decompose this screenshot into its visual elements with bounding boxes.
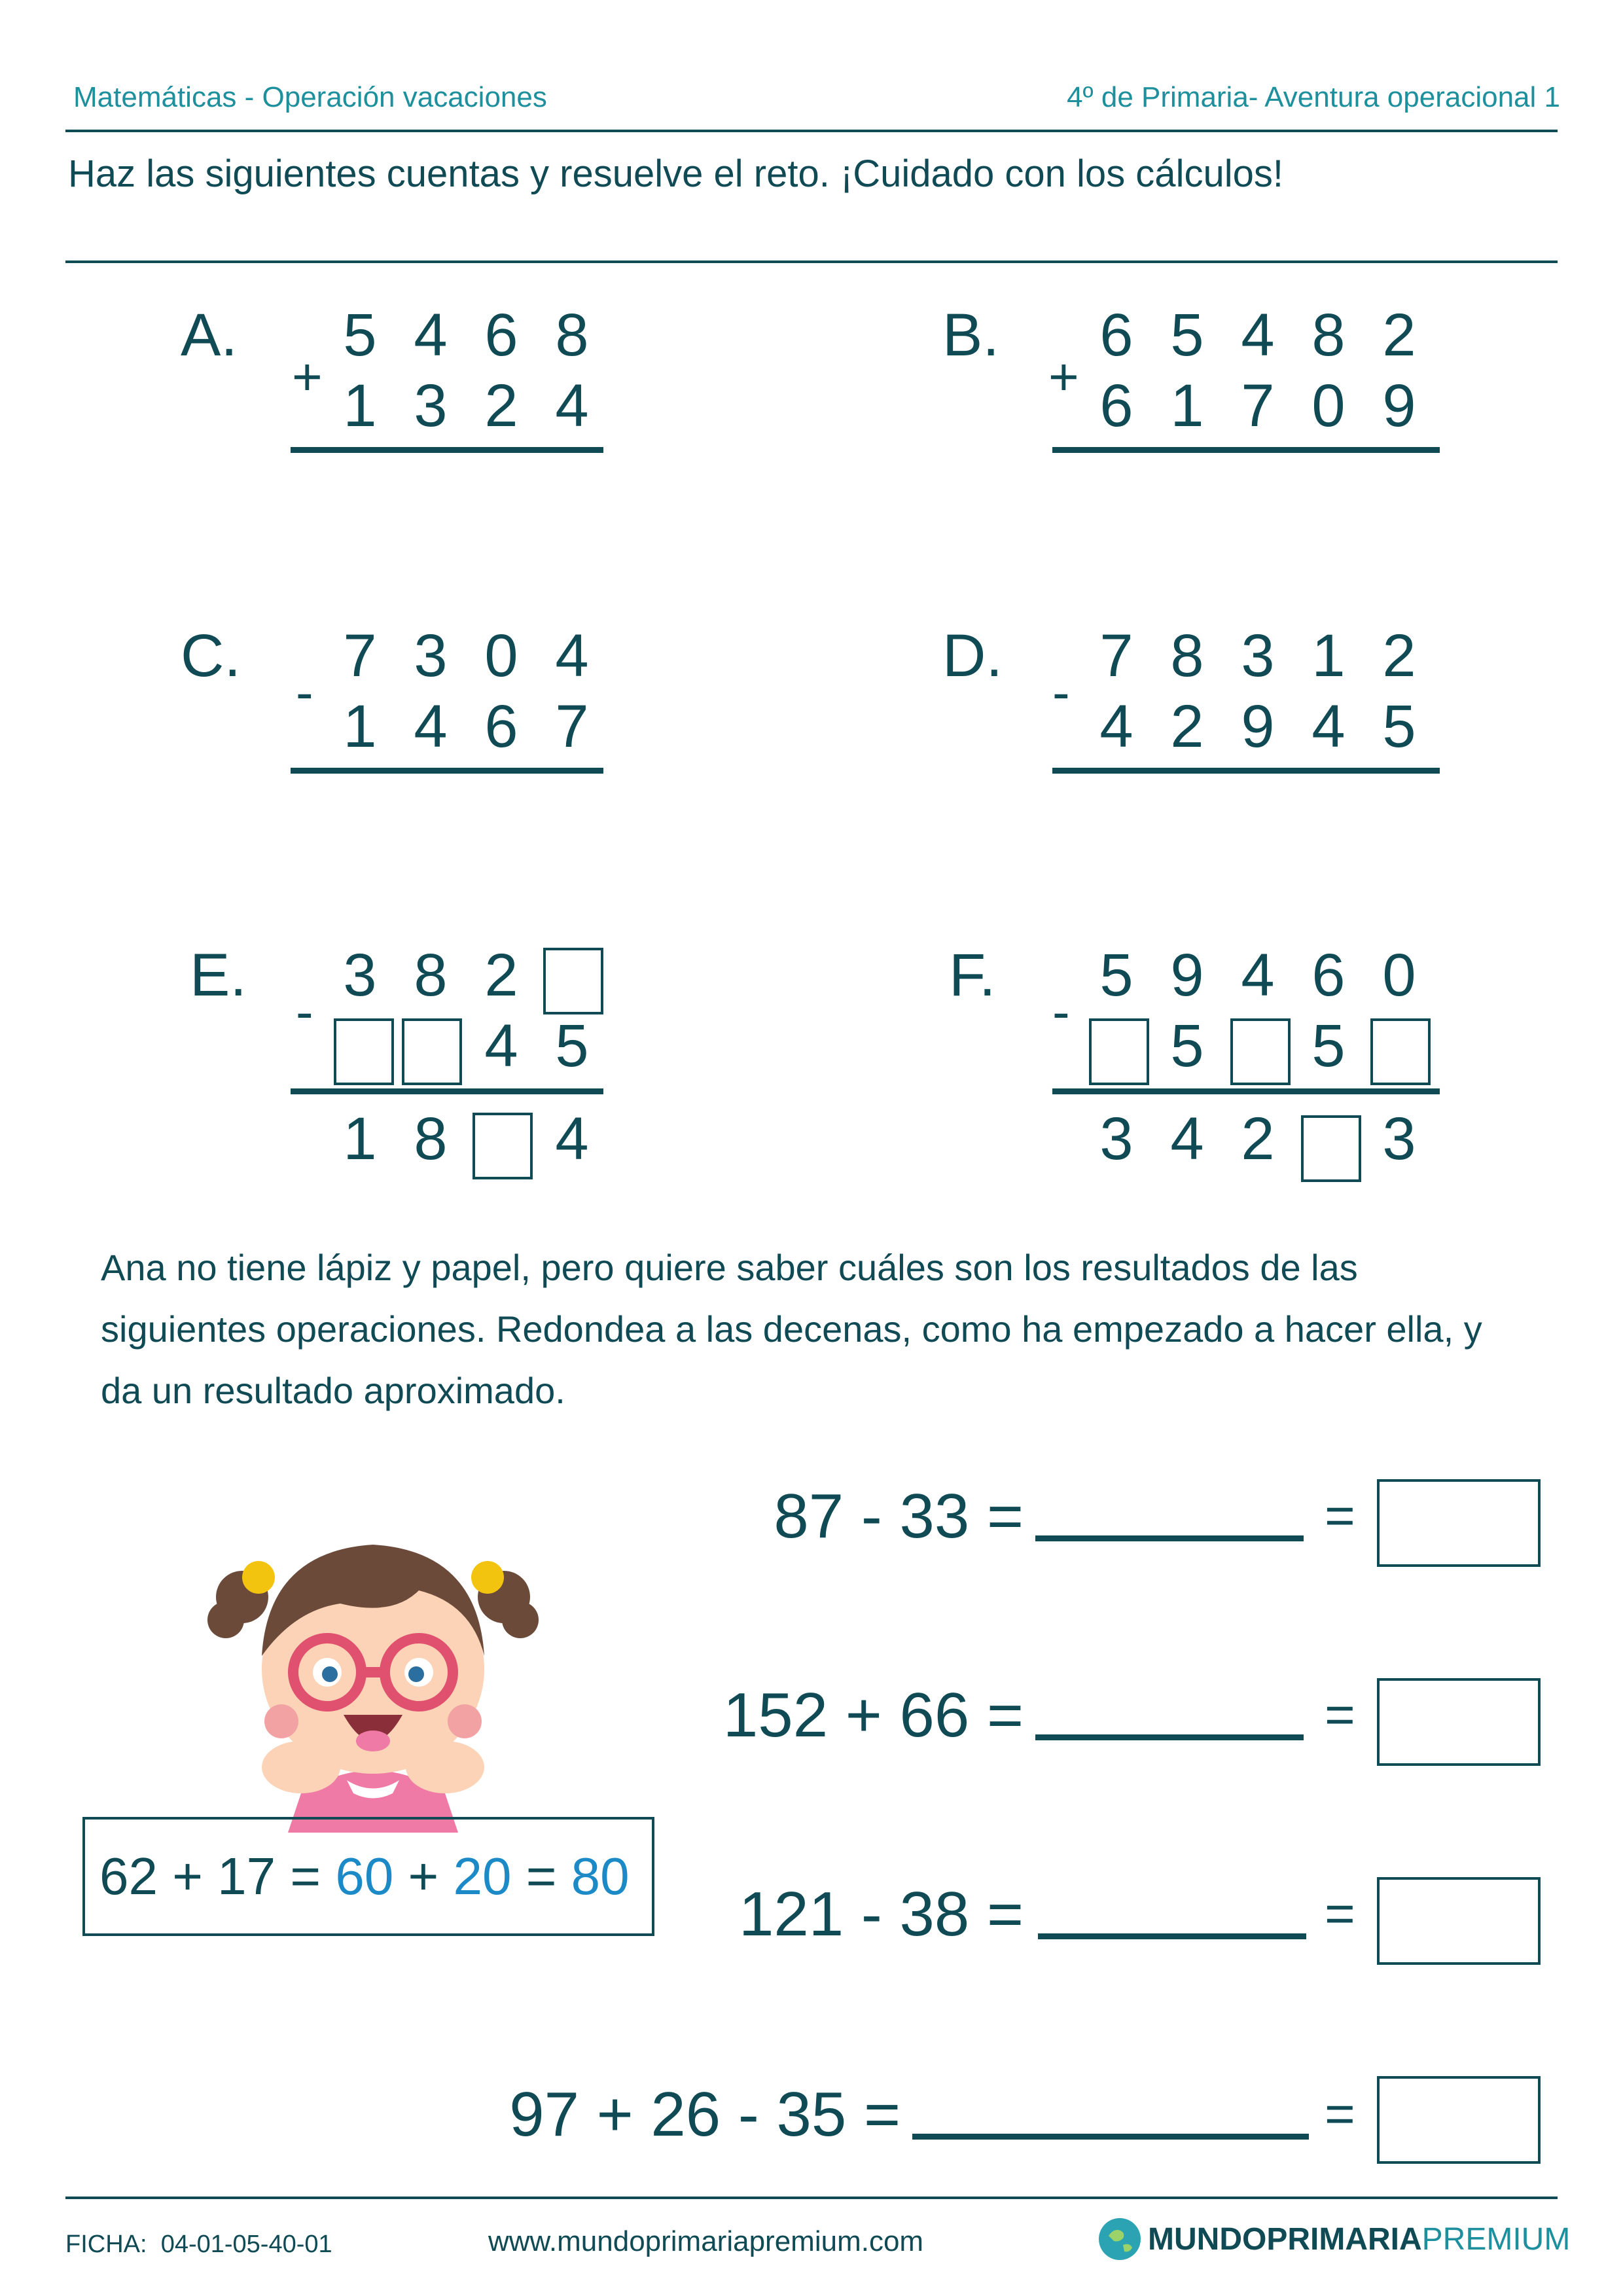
op-f-sign: - (1052, 982, 1070, 1041)
digit: 4 (1241, 302, 1275, 368)
pigtail-right (471, 1561, 539, 1638)
digit: 6 (1099, 302, 1133, 368)
digit-blank (325, 1012, 395, 1081)
digit: 5 (1170, 302, 1204, 368)
digit-blank (395, 1012, 466, 1081)
header-subject: Matemáticas - Operación vacaciones (73, 81, 547, 113)
website-link[interactable]: www.mundoprimariapremium.com (488, 2225, 924, 2257)
equation-2-line[interactable] (1035, 1734, 1304, 1740)
example-r2: 20 (453, 1847, 512, 1905)
equation-4: 97 + 26 - 35 = (509, 2079, 901, 2149)
op-c-top (325, 622, 607, 691)
digit: 5 (1170, 1013, 1204, 1079)
digit: 3 (1382, 1105, 1416, 1172)
logo-word-3: PREMIUM (1421, 2221, 1571, 2257)
equation-3-line[interactable] (1038, 1933, 1306, 1939)
op-e-blank-top[interactable] (543, 948, 603, 1014)
girl-illustration (196, 1505, 550, 1833)
equation-1-line[interactable] (1035, 1535, 1304, 1541)
ficha-code: 04-01-05-40-01 (160, 2231, 332, 2258)
digit: 4 (555, 622, 589, 689)
digit: 2 (484, 372, 518, 439)
digit: 7 (1099, 622, 1133, 689)
digit: 9 (1382, 372, 1416, 439)
instructions-divider (65, 260, 1558, 263)
op-e-bar (291, 1088, 603, 1094)
digit: 4 (1241, 942, 1275, 1009)
digit: 0 (1311, 372, 1346, 439)
op-f-bar (1052, 1088, 1440, 1094)
equation-1-eq: = (1325, 1486, 1355, 1545)
ficha (65, 2231, 332, 2259)
op-b-bar (1052, 447, 1440, 453)
digit: 5 (1311, 1013, 1346, 1079)
example-left: 62 + 17 = (99, 1847, 321, 1905)
logo-word-1: MUNDO (1148, 2221, 1267, 2257)
digit: 6 (1311, 942, 1346, 1009)
equation-3-answer-box[interactable] (1377, 1877, 1541, 1965)
digit: 4 (414, 302, 448, 368)
digit: 5 (555, 1013, 589, 1079)
digit: 7 (343, 622, 377, 689)
digit: 9 (1241, 693, 1275, 760)
header-divider (65, 130, 1558, 132)
ficha-label: FICHA: (65, 2231, 147, 2258)
digit: 6 (1099, 372, 1133, 439)
digit: 8 (1170, 622, 1204, 689)
op-f-bottom (1081, 1012, 1435, 1081)
op-b-letter: B. (942, 302, 999, 368)
digit-blank (1222, 1012, 1293, 1081)
digit: 0 (484, 622, 518, 689)
digit: 2 (1382, 302, 1416, 368)
op-d-sign: - (1052, 663, 1070, 721)
digit-blank (1293, 1105, 1364, 1174)
digit: 8 (1311, 302, 1346, 368)
equation-3: 121 - 38 = (739, 1879, 1024, 1949)
digit: 8 (555, 302, 589, 368)
digit: 4 (555, 1105, 589, 1172)
digit: 4 (484, 1013, 518, 1079)
digit: 3 (414, 622, 448, 689)
op-a-top (325, 301, 607, 370)
op-a-letter: A. (181, 302, 238, 368)
logo-word-2: PRIMARIA (1266, 2221, 1422, 2257)
example-eq: = (526, 1847, 557, 1905)
op-f-top (1081, 941, 1435, 1010)
example-result: 80 (571, 1847, 630, 1905)
op-c-letter: C. (181, 622, 241, 689)
digit: 5 (1382, 693, 1416, 760)
equation-1-answer-box[interactable] (1377, 1479, 1541, 1567)
footer-divider (65, 2197, 1558, 2199)
op-c-bottom (325, 692, 607, 761)
digit: 2 (1382, 622, 1416, 689)
equation-4-line[interactable] (912, 2134, 1309, 2140)
example-plus: + (408, 1847, 439, 1905)
op-e-letter: E. (190, 942, 247, 1009)
digit: 7 (1241, 372, 1275, 439)
equation-3-eq: = (1325, 1884, 1355, 1943)
digit: 3 (414, 372, 448, 439)
op-d-top (1081, 622, 1435, 691)
digit: 3 (1241, 622, 1275, 689)
digit: 5 (1099, 942, 1133, 1009)
digit: 4 (1099, 693, 1133, 760)
brand-logo (1097, 2216, 1570, 2262)
digit: 2 (1241, 1105, 1275, 1172)
equation-2-answer-box[interactable] (1377, 1678, 1541, 1766)
instructions: Haz las siguientes cuentas y resuelve el reto. ¡Cuidado con los cálculos! (68, 152, 1283, 195)
op-a-bottom (325, 372, 607, 440)
example-box (82, 1817, 654, 1936)
digit: 1 (343, 693, 377, 760)
equation-4-eq: = (1325, 2085, 1355, 2143)
digit: 6 (484, 693, 518, 760)
digit: 4 (1170, 1105, 1204, 1172)
digit: 0 (1382, 942, 1416, 1009)
op-b-top (1081, 301, 1435, 370)
digit-blank (466, 1105, 537, 1174)
op-e-result (325, 1105, 607, 1174)
digit: 1 (343, 372, 377, 439)
op-e-bottom (325, 1012, 607, 1081)
digit: 1 (1170, 372, 1204, 439)
digit: 7 (555, 693, 589, 760)
op-a-sign: + (292, 348, 323, 406)
op-a-bar (291, 447, 603, 453)
digit: 4 (414, 693, 448, 760)
header-level: 4º de Primaria- Aventura operacional 1 (1067, 81, 1560, 113)
example-r1: 60 (335, 1847, 394, 1905)
op-d-bar (1052, 768, 1440, 774)
digit: 4 (1311, 693, 1346, 760)
digit: 2 (484, 942, 518, 1009)
op-f-result (1081, 1105, 1435, 1174)
equation-4-answer-box[interactable] (1377, 2076, 1541, 2164)
op-c-sign: - (296, 663, 313, 721)
equation-1: 87 - 33 = (774, 1481, 1024, 1551)
digit: 5 (343, 302, 377, 368)
digit: 3 (1099, 1105, 1133, 1172)
digit: 8 (414, 1105, 448, 1172)
pigtail-left (207, 1561, 275, 1638)
digit-blank (1364, 1012, 1435, 1081)
op-c-bar (291, 768, 603, 774)
problem-text: Ana no tiene lápiz y papel, pero quiere saber cuáles son los resultados de las siguientes operaciones. Redondea a las decenas, como ha empezado a hacer ella, y da un resultado aproximado. (101, 1247, 1482, 1411)
op-e-sign: - (296, 982, 313, 1041)
op-b-sign: + (1048, 348, 1079, 406)
digit: 6 (484, 302, 518, 368)
op-d-bottom (1081, 692, 1435, 761)
op-d-letter: D. (942, 622, 1003, 689)
digit: 2 (1170, 693, 1204, 760)
op-b-bottom (1081, 372, 1435, 440)
digit: 8 (414, 942, 448, 1009)
digit: 1 (1311, 622, 1346, 689)
op-f-letter: F. (949, 942, 996, 1009)
digit-blank (1081, 1012, 1152, 1081)
digit: 1 (343, 1105, 377, 1172)
digit: 4 (555, 372, 589, 439)
globe-icon (1097, 2216, 1143, 2262)
digit: 9 (1170, 942, 1204, 1009)
equation-2-eq: = (1325, 1685, 1355, 1744)
digit: 3 (343, 942, 377, 1009)
equation-2: 152 + 66 = (722, 1680, 1024, 1750)
